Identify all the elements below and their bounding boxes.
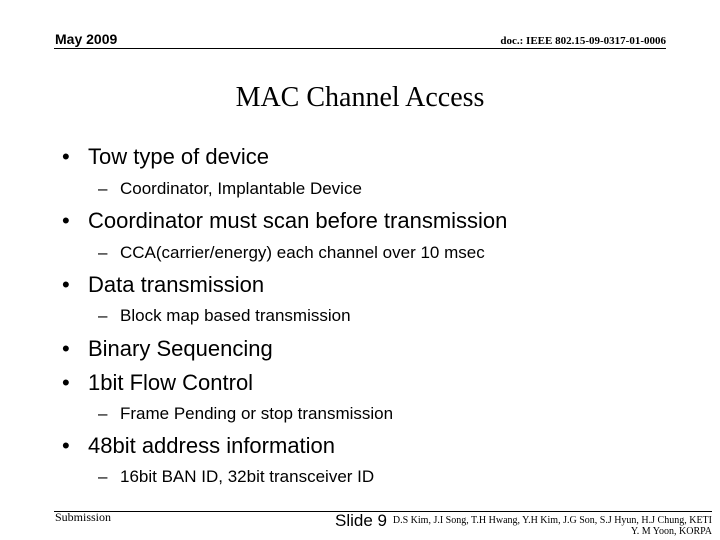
sub-bullet-item	[98, 179, 362, 199]
authors-line-1: D.S Kim, J.I Song, T.H Hwang, Y.H Kim, J.G Son, S.J Hyun, H.J Chung, KETI	[392, 515, 712, 526]
bullet-text: Data transmission	[88, 272, 265, 297]
sub-bullet-item	[98, 404, 393, 424]
bullet-dot: •	[62, 144, 70, 169]
bullet-dot: •	[62, 208, 70, 233]
sub-bullet-item	[98, 306, 351, 326]
bullet-text: Binary Sequencing	[88, 336, 273, 361]
bullet-item	[62, 370, 253, 396]
sub-bullet-text: Block map based transmission	[120, 306, 351, 325]
header-date: May 2009	[55, 31, 118, 47]
bullet-text: Tow type of device	[88, 144, 269, 169]
bullet-dot: •	[62, 433, 70, 458]
bullet-text: 1bit Flow Control	[88, 370, 254, 395]
bullet-item	[62, 208, 507, 234]
sub-bullet-dash: –	[98, 243, 108, 262]
sub-bullet-text: 16bit BAN ID, 32bit transceiver ID	[120, 467, 375, 486]
sub-bullet-dash: –	[98, 404, 108, 423]
sub-bullet-item	[98, 243, 485, 263]
slide-title: MAC Channel Access	[235, 82, 485, 113]
sub-bullet-text: Coordinator, Implantable Device	[120, 179, 362, 198]
bullet-dot: •	[62, 370, 70, 395]
bullet-text: Coordinator must scan before transmission	[88, 208, 508, 233]
bullet-item	[62, 272, 264, 298]
sub-bullet-dash: –	[98, 467, 108, 486]
footer-authors	[393, 515, 712, 537]
sub-bullet-item	[98, 467, 374, 487]
sub-bullet-text: CCA(carrier/energy) each channel over 10 msec	[120, 243, 485, 262]
sub-bullet-text: Frame Pending or stop transmission	[120, 404, 394, 423]
bullet-text: 48bit address information	[88, 433, 336, 458]
footer-submission: Submission	[55, 510, 112, 524]
sub-bullet-dash: –	[98, 306, 108, 325]
bullet-dot: •	[62, 272, 70, 297]
bullet-item	[62, 336, 273, 362]
bullet-dot: •	[62, 336, 70, 361]
bullet-item	[62, 144, 269, 170]
sub-bullet-dash: –	[98, 179, 108, 198]
bullet-item	[62, 433, 335, 459]
slide-number: Slide 9	[335, 511, 387, 530]
authors-line-2: Y. M Yoon, KORPA	[630, 526, 712, 537]
header-doc-id: doc.: IEEE 802.15-09-0317-01-0006	[500, 35, 666, 47]
